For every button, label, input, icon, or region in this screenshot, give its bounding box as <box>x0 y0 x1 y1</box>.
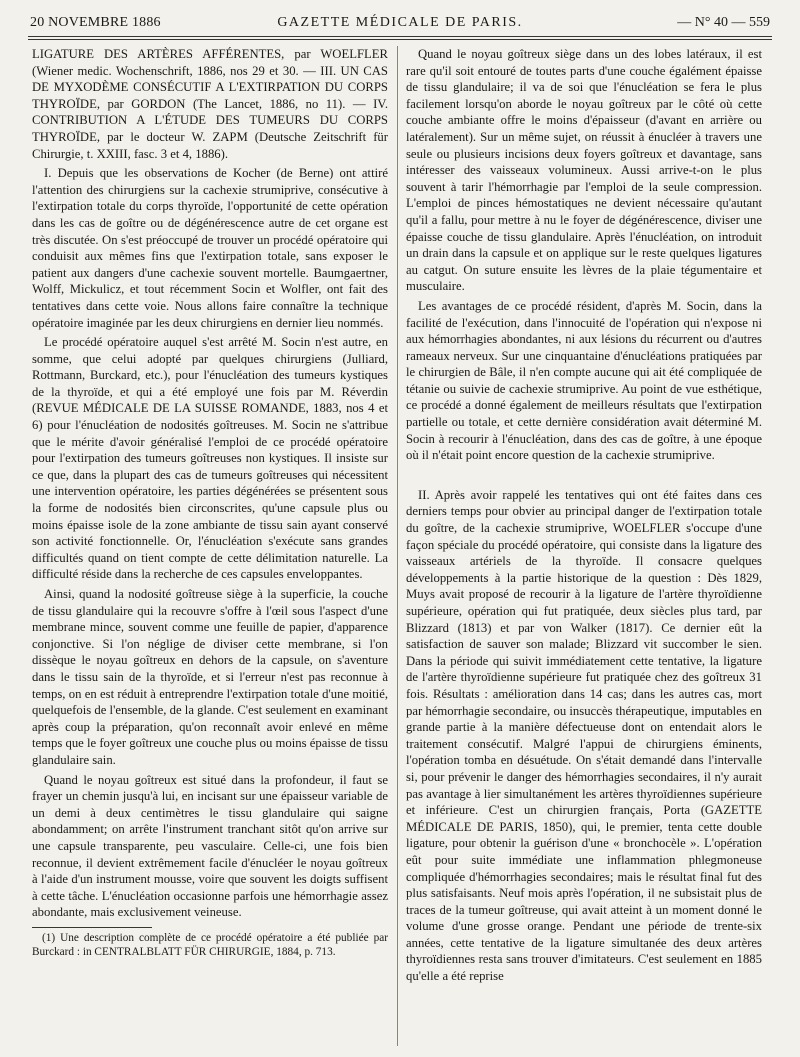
paragraph: Les avantages de ce procédé résident, d'après M. Socin, dans la facilité de l'exécution, dans l'innocuité de l'opération qui n'expose ni aux hémorrhagies abondantes, ni aux lésions du récurrent ou d'autres rameaux nerveux. Sur une cinquantaine d'énucléations pratiquées par le chirurgien de Bâle, il n'en compte aucune qui ait été compliquée de tétanie ou suivie de cachexie strumiprive. Au point de vue esthétique, ce procédé a donné également de meilleurs résultats que l'extirpation partielle ou totale, et cette dernière considération avait déterminé M. Socin à recourir à l'énucléation, dans des cas de goître, à une époque où il n'était point encore question de la cachexie strumiprive. <box>406 298 762 463</box>
article-heading: LIGATURE DES ARTÈRES AFFÉRENTES, par WOELFLER (Wiener medic. Wochenschrift, 1886, nos 29 et 30. — III. UN CAS DE MYXODÈME CONSÉCUTIF A L'EXTIRPATION DU CORPS THYROÏDE, par GORDON (The Lancet, 1886, no 11). — IV. CONTRIBUTION A L'ÉTUDE DES TUMEURS DU CORPS THYROÏDE, par le docteur W. ZAPM (Deutsche Zeitschrift für Chirurgie, t. XXIII, fasc. 3 et 4, 1886). <box>32 47 388 161</box>
right-column <box>406 46 762 1046</box>
paragraph: II. Après avoir rappelé les tentatives qui ont été faites dans ces derniers temps pour obvier au principal danger de l'extirpation totale du goître, de la cachexie strumiprive, WOELFLER s'occupe d'une façon spéciale du procédé opératoire, qui consiste dans la ligature des vaisseaux artériels de la thyroïde. Il consacre quelques développements à la partie historique de la question : Dès 1829, Muys avait proposé de recourir à la ligature de l'artère thyroïdienne supérieure, opération qui fut pratiquée, deux siècles plus tard, par Blizzard (1813) et par von Walker (1817). Ce dernier eût la satisfaction de sauver son malade; Blizzard vit succomber le sien. Dans la période qui suivit immédiatement cette tentative, la ligature de l'artère thyroïdienne supérieure fut pratiquée chez des goîtreux 31 fois. Résultats : amélioration dans 14 cas; dans les autres cas, mort par hémorrhagie secondaire, ou insuccès thérapeutique, imputables en grande partie à la manière défectueuse dont on entendait alors le traitement consécutif. Malgré l'appui de chirurgiens éminents, l'opération tomba en désuétude. On s'était demandé dans l'intervalle si, pour prévenir le danger des hémorrhagies secondaires, il n'y aurait pas avantage à lier simultanément les artères thyroïdiennes supérieure et inférieure. C'est un chirurgien français, Porta (GAZETTE MÉDICALE DE PARIS, 1850), qui, le premier, tenta cette double ligature, pour obtenir la guérison d'une « bronchocèle ». L'opération eût pour suite immédiate une inflammation phlegmoneuse compliquée d'hémorrhagies secondaires; mais le résultat final fut des plus satisfaisants. Neuf mois après l'opération, il ne subsistait plus de traces de la tumeur goîtreuse, qui avait atteint à un moment donné le volume d'une grosse orange. Pendant une période de trente-six années, cette tentative de la ligature simultanée des deux artères thyroïdiennes resta sans trouver d'imitateurs. C'est seulement en 1885 qu'elle a été reprise <box>406 487 762 984</box>
issue-date: 20 NOVEMBRE 1886 <box>30 15 161 30</box>
left-column <box>32 46 388 1046</box>
page-number: — N° 40 — 559 <box>677 15 770 30</box>
footnote-text: (1) Une description complète de ce procédé opératoire a été publiée par Burckard : in CENTRALBLATT FÜR CHIRURGIE, 1884, p. 713. <box>32 931 388 958</box>
footnote-rule <box>32 927 152 928</box>
header-rule-double <box>28 39 772 40</box>
paragraph: Quand le noyau goîtreux siège dans un des lobes latéraux, il est rare qu'il soit entouré de toutes parts d'une couche égalément épaisse de tissu glandulaire; il va de soi que l'énucléation se fera le plus facilement lorsqu'on aborde le noyau goîtreux par le côté où cette couche ambiante offre le moins d'épaisseur (d'avant en arrière ou latéralement). Sur un même sujet, on réussit à énucléer à travers une seule ou plusieurs incisions deux foyers goîtreux et davantage, sans intéresser des vaisseaux volumineux. Aussi arrive-t-on le plus souvent à tarir l'hémorrhagie par l'emploi de la seule compression. L'emploi de pinces hémostatiques ne devient nécessaire qu'autant qu'il a fallu, pour mettre à nu le foyer de dégénérescence, diviser une épaisse couche de tissu glandulaire. Après l'énucléation, on introduit un drain dans la capsule et on applique sur le reste quelques ligatures au catgut. On suture ensuite les lèvres de la plaie tégumentaire et musculaire. <box>406 47 762 294</box>
journal-title: GAZETTE MÉDICALE DE PARIS. <box>277 15 523 30</box>
paragraph: I. Depuis que les observations de Kocher (de Berne) ont attiré l'attention des chirurgiens sur la cachexie strumiprive, consécutive à l'extirpation totale du corps thyroïde, l'opportunité de cette opération dans les cas de goître ou de dégénérescence autre de cet organe est très discutée. On s'est préoccupé de trouver un procédé opératoire qui conduisit aux mêmes fins que l'extirpation totale, sans exposer le patient aux dangers d'une cachexie souvent mortelle. Baumgaertner, Wolff, Mickulicz, et tout récemment Socin et Wolfler, ont fait des tentatives dans cette voie. Nous allons faire connaître la technique opératoire imaginée par les deux chirurgiens en dernier lieu nommés. <box>32 166 388 330</box>
paragraph: Ainsi, quand la nodosité goîtreuse siège à la superficie, la couche de tissu glandulaire qui la recouvre s'offre à l'œil sous l'aspect d'une membrane mince, souvent comme une feuille de papier, d'apparence conjonctive. Si l'on néglige de diviser cette membrane, si l'on dissèque le noyau goîtreux en dehors de la capsule, on s'aventure dans le tissu sain de la thyroïde, et si l'erreur n'est pas reconnue à temps, on en est réduit à entreprendre l'extirpation totale d'une moitié, quelquefois de l'ensemble, de la glande. C'est seulement en examinant après coup la préparation, qu'on reconnaît avoir enlevé en même temps que le foyer goîtreux une couche plus ou moins épaisse de tissu glandulaire sain. <box>32 587 388 767</box>
paragraph: Le procédé opératoire auquel s'est arrêté M. Socin n'est autre, en somme, que celui adopté par quelques chirurgiens (Julliard, Rottmann, Burckard, etc.), pour l'énucléation des tumeurs kystiques de la thyroïde, et qui a été employé une fois par M. Réverdin (REVUE MÉDICALE DE LA SUISSE ROMANDE, 1883, nos 4 et 6) pour l'énucléation de nodosités goîtreuses. M. Socin ne s'attribue que le mérite d'avoir généralisé l'emploi de ce procédé opératoire pour l'extirpation des tumeurs goîtreuses non kystiques. Il insiste sur ce que, dans la plupart des cas de tumeurs goîtreuses qui nécessitent une intervention opératoire, les parties dégénérées se présentent sous la forme de nodosités bien circonscrites, qu'une capsule plus ou moins épaisse isole de la zone ambiante de tissu sain ayant conservé son activité fonctionnelle. Or, l'énucléation s'exécute sans grandes difficultés quand on tient compte de cette délimitation naturelle. La difficulté réside dans la recherche de ces capsules enveloppantes. <box>32 335 388 582</box>
page-header <box>30 12 770 34</box>
footnote <box>32 932 388 960</box>
paragraph: Quand le noyau goîtreux est situé dans la profondeur, il faut se frayer un chemin jusqu'à lui, en incisant sur une épaisseur variable de un demi à deux centimètres le tissu glandulaire qui saigne abondamment; on arrête l'instrument tranchant sitôt qu'on arrive sur une capsule transparente, peu vasculaire. Celle-ci, une fois bien reconnue, il devient extrêmement facile d'énucléer le noyau goîtreux à l'aide d'un instrument mousse, voire que souvent les doigts suffisent à cette tâche. L'énucléation occasionne parfois une hémorrhagie assez abondante, mais exclusivement veineuse. <box>32 772 388 920</box>
column-divider <box>397 46 398 1046</box>
header-rule <box>28 36 772 37</box>
section-gap <box>406 467 762 487</box>
